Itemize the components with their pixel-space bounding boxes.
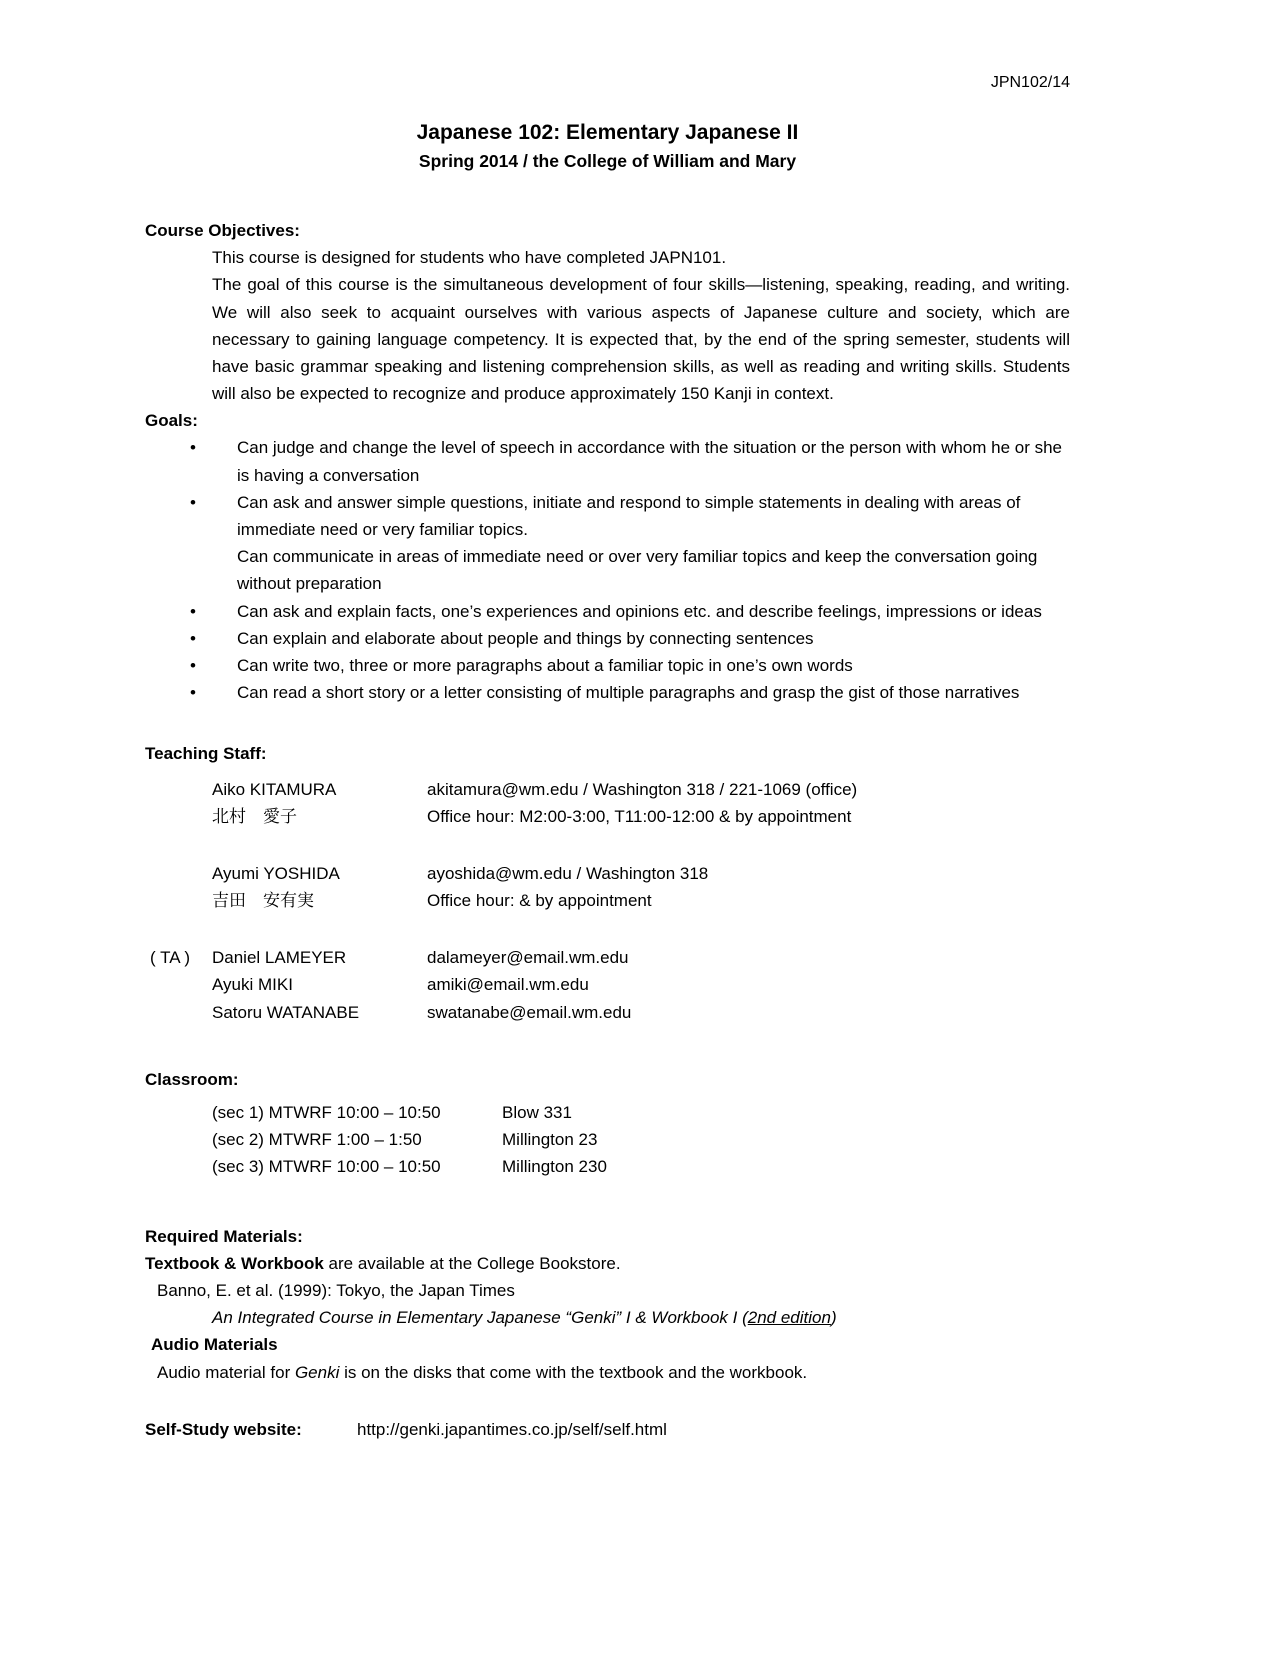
- goal-text: Can write two, three or more paragraphs about a familiar topic in one’s own words: [237, 655, 853, 675]
- goal-item: [190, 434, 1070, 488]
- textbook-availability: are available at the College Bookstore.: [323, 1253, 621, 1273]
- citation-line: Banno, E. et al. (1999): Tokyo, the Japan Times: [157, 1280, 515, 1300]
- section-schedule: (sec 2) MTWRF 1:00 – 1:50: [212, 1130, 422, 1150]
- bullet-icon: [190, 625, 237, 652]
- textbook-title: An Integrated Course in Elementary Japanese “Genki” I & Workbook I (: [212, 1308, 748, 1328]
- staff-prefix: [145, 776, 212, 803]
- staff-group-kitamura: [145, 776, 1070, 830]
- textbook-label: Textbook & Workbook: [145, 1253, 324, 1273]
- teaching-staff-section: [145, 740, 1070, 1026]
- website-label: Self-Study website:: [145, 1419, 302, 1439]
- classroom-row: [212, 1099, 1070, 1126]
- teaching-staff-heading: Teaching Staff:: [145, 744, 267, 764]
- staff-row: [145, 860, 1070, 887]
- goals-section: [145, 407, 1070, 706]
- staff-row: [145, 887, 1070, 914]
- staff-name: Daniel LAMEYER: [212, 948, 347, 968]
- staff-name: Aiko KITAMURA: [212, 779, 337, 799]
- bullet-icon: [190, 434, 237, 488]
- goals-list: [145, 434, 1070, 706]
- section-room: Millington 23: [502, 1130, 598, 1150]
- staff-prefix: [145, 860, 212, 887]
- goal-item: [190, 652, 1070, 679]
- staff-row: [145, 999, 1070, 1026]
- staff-office-hour: Office hour: M2:00-3:00, T11:00-12:00 & by appointment: [427, 806, 852, 826]
- section-room: Millington 230: [502, 1157, 607, 1177]
- staff-prefix: [145, 999, 212, 1026]
- staff-contact: amiki@email.wm.edu: [427, 975, 589, 995]
- goal-text: Can ask and answer simple questions, initiate and respond to simple statements in dealing with areas of immediate need or very familiar topics.: [237, 492, 1021, 540]
- bullet-icon: [190, 598, 237, 625]
- textbook-title-line: [212, 1304, 1070, 1331]
- goals-heading: Goals:: [145, 411, 198, 431]
- section-room: Blow 331: [502, 1103, 572, 1123]
- classroom-row: [212, 1126, 1070, 1153]
- self-study-website-section: [145, 1416, 1070, 1443]
- section-schedule: (sec 3) MTWRF 10:00 – 10:50: [212, 1157, 441, 1177]
- ta-label: ( TA ): [150, 948, 190, 968]
- required-materials-heading: Required Materials:: [145, 1226, 303, 1246]
- required-materials-section: [145, 1223, 1070, 1386]
- goal-item: [190, 625, 1070, 652]
- goal-item: [190, 598, 1070, 625]
- staff-name-kanji: 吉田 安有実: [212, 891, 314, 911]
- staff-group-tas: [145, 944, 1070, 1026]
- objectives-intro-line: This course is designed for students who have completed JAPN101.: [212, 248, 727, 268]
- staff-contact: ayoshida@wm.edu / Washington 318: [427, 863, 709, 883]
- staff-contact: dalameyer@email.wm.edu: [427, 948, 629, 968]
- textbook-title-close: ): [830, 1308, 837, 1328]
- staff-name: Ayumi YOSHIDA: [212, 863, 340, 883]
- bullet-spacer: [190, 543, 237, 597]
- classroom-row: [212, 1153, 1070, 1180]
- bullet-icon: [190, 679, 237, 706]
- website-line: [145, 1416, 1070, 1443]
- staff-prefix: [145, 887, 212, 914]
- classroom-heading: Classroom:: [145, 1069, 239, 1089]
- staff-prefix: [145, 803, 212, 830]
- goal-item: [190, 489, 1070, 543]
- section-schedule: (sec 1) MTWRF 10:00 – 10:50: [212, 1103, 441, 1123]
- bullet-icon: [190, 489, 237, 543]
- course-title: Japanese 102: Elementary Japanese II: [416, 120, 799, 144]
- classroom-section: [145, 1066, 1070, 1181]
- staff-prefix: [145, 971, 212, 998]
- goal-text: Can explain and elaborate about people and things by connecting sentences: [237, 628, 814, 648]
- staff-row: [145, 803, 1070, 830]
- staff-name-kanji: 北村 愛子: [212, 806, 297, 826]
- staff-contact: akitamura@wm.edu / Washington 318 / 221-1069 (office): [427, 779, 858, 799]
- objectives-heading: Course Objectives:: [145, 220, 300, 240]
- document-reference: JPN102/14: [990, 74, 1070, 91]
- website-url: http://genki.japantimes.co.jp/self/self.html: [357, 1419, 667, 1439]
- goal-text: Can communicate in areas of immediate need or over very familiar topics and keep the conversation going without preparation: [237, 547, 1038, 594]
- genki-name: Genki: [294, 1362, 340, 1382]
- staff-row: [145, 776, 1070, 803]
- goal-item-continuation: [190, 543, 1070, 597]
- audio-text-post: is on the disks that come with the textbook and the workbook.: [339, 1362, 808, 1382]
- staff-name: Ayuki MIKI: [212, 975, 293, 995]
- staff-name: Satoru WATANABE: [212, 1002, 360, 1022]
- classroom-rows: [145, 1099, 1070, 1181]
- staff-office-hour: Office hour: & by appointment: [427, 891, 652, 911]
- goal-text: Can judge and change the level of speech in accordance with the situation or the person with whom he or she is having a conversation: [237, 438, 1063, 485]
- goal-text: Can ask and explain facts, one’s experiences and opinions etc. and describe feelings, impressions or ideas: [237, 601, 1042, 621]
- staff-row: [145, 971, 1070, 998]
- bullet-icon: [190, 652, 237, 679]
- objectives-section: [145, 217, 1070, 407]
- goal-text: Can read a short story or a letter consisting of multiple paragraphs and grasp the gist of those narratives: [237, 683, 1020, 703]
- textbook-line: [145, 1250, 1070, 1277]
- goal-item: [190, 679, 1070, 706]
- staff-contact: swatanabe@email.wm.edu: [427, 1002, 632, 1022]
- objectives-paragraph: The goal of this course is the simultaneous development of four skills—listening, speaking, reading, and writing. We will also seek to acquaint ourselves with various aspects of Japanese culture and society, which are necessary to gaining language competency. It is expected that, by the end of the spring semester, students will have basic grammar speaking and listening comprehension skills, as well as reading and writing skills. Students will also be expected to recognize and produce approximately 150 Kanji in context.: [212, 275, 1070, 404]
- course-subtitle: Spring 2014 / the College of William and Mary: [418, 150, 797, 171]
- audio-materials-heading: Audio Materials: [151, 1335, 278, 1355]
- audio-text-pre: Audio material for: [157, 1362, 295, 1382]
- edition-note: 2nd edition: [747, 1308, 831, 1328]
- audio-materials-line: [157, 1359, 1070, 1386]
- staff-row: [145, 944, 1070, 971]
- staff-group-yoshida: [145, 860, 1070, 914]
